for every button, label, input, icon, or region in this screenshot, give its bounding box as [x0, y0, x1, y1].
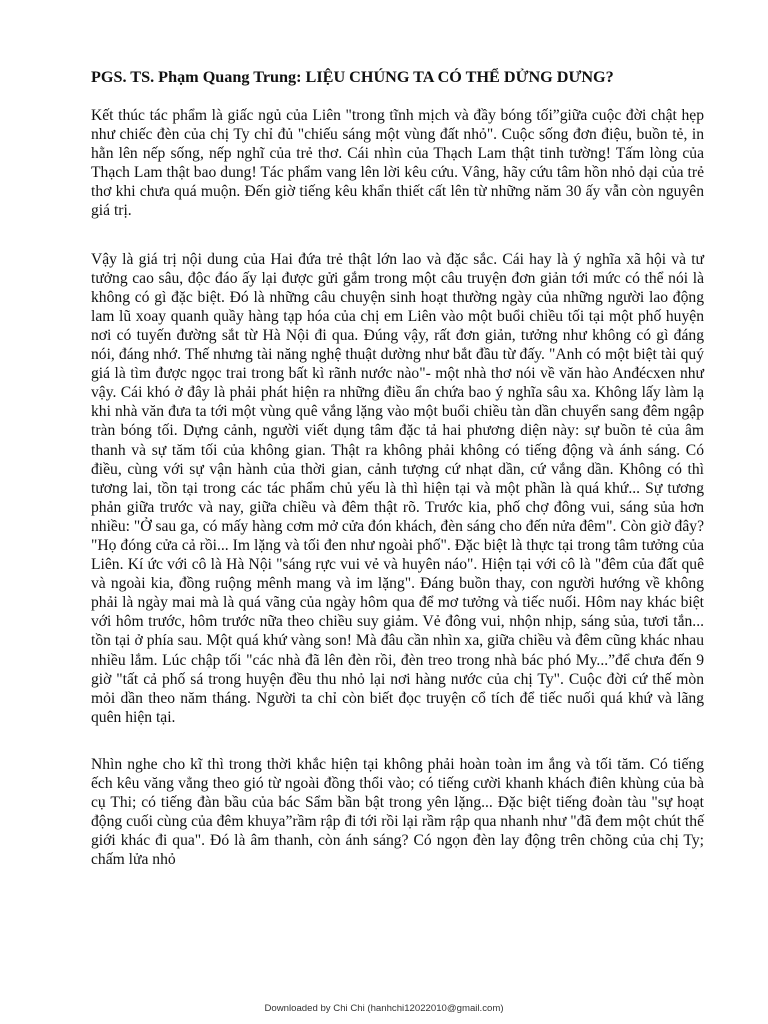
document-title: PGS. TS. Phạm Quang Trung: LIỆU CHÚNG TA CÓ THỂ DỬNG DƯNG?	[91, 68, 614, 86]
paragraph-2: Vậy là giá trị nội dung của Hai đứa trẻ thật lớn lao và đặc sắc. Cái hay là ý nghĩa xã hội và tư tưởng cao sâu, độc đáo ấy lại được gửi gắm trong một câu truyện đơn giản tới mức có thể nói là không có gì đặc biệt. Đó là những câu chuyện sinh hoạt thường ngày của những người lao động lam lũ xoay quanh quầy hàng tạp hóa của chị em Liên vào một buổi chiều tối tại một phố huyện nơi có tuyến đường sắt từ Hà Nội đi qua. Đúng vậy, rất đơn giản, tưởng như không có gì đáng nói, đáng nhớ. Thế nhưng tài năng nghệ thuật dường như bắt đầu từ đấy. "Anh có một biệt tài quý giá là tìm được ngọc trai trong bất kì rãnh nước nào"- một nhà thơ nói về văn hào Anđécxen như vậy. Cái khó ở đây là phải phát hiện ra những điều ẩn chứa bao ý nghĩa sâu xa. Không lấy làm lạ khi nhà văn đưa ta tới một vùng quê vắng lặng vào một buổi chiều tàn dần chuyển sang đêm ngập tràn bóng tối. Dựng cảnh, người viết dụng tâm đặc tả hai phương diện này: sự buồn tẻ của âm thanh và sự tăm tối của không gian. Thật ra không phải không có tiếng động và ánh sáng. Có điều, cùng với sự vận hành của thời gian, cảnh tượng cứ nhạt dần, cứ vắng dần. Không có thì tương lai, tồn tại trong các tác phẩm chủ yếu là thì hiện tại và một phần là quá khứ... Sự tương phản giữa trước và nay, giữa chiều và đêm thật rõ. Trước kia, phố chợ đông vui, sáng sủa hơn nhiều: "Ở sau ga, có mấy hàng cơm mở cửa đón khách, đèn sáng cho đến nửa đêm". Còn giờ đây? "Họ đóng cửa cả rồi... Im lặng và tối đen như ngoài phố". Đặc biệt là thực tại trong tâm tưởng của Liên. Kí ức với cô là Hà Nội "sáng rực vui vẻ và huyên náo". Hiện tại với cô là "đêm của đất quê và ngoài kia, đồng ruộng mênh mang và im lặng". Đáng buồn thay, con người hướng về không phải là ngày mai mà là quá vãng của ngày hôm qua để mơ tưởng và tiếc nuối. Hôm nay khác biệt với hôm trước, hôm trước nữa theo chiều suy giảm. Vẻ đông vui, nhộn nhịp, sáng sủa, tươi tắn... tồn tại ở phía sau. Một quá khứ vàng son! Mà đâu cần nhìn xa, giữa chiều và đêm cũng khác nhau nhiều lắm. Lúc chập tối "các nhà đã lên đèn rồi, đèn treo trong nhà bác phó My...”để chưa đến 9 giờ "tất cả phố sá trong huyện đều thu nhỏ lại nơi hàng nước của chị Ty". Cuộc đời cứ thế mòn mỏi dần theo năm tháng. Người ta chỉ còn biết đọc truyện cổ tích để tiếc nuối quá khứ và lãng quên hiện tại.	[91, 250, 704, 726]
document-page	[91, 66, 704, 896]
paragraph-3: Nhìn nghe cho kĩ thì trong thời khắc hiện tại không phải hoàn toàn im ắng và tối tăm. Có tiếng ếch kêu văng vẳng theo gió từ ngoài đồng thổi vào; có tiếng cười khanh khách điên khùng của bà cụ Thi; có tiếng đàn bầu của bác Sẩm bần bật trong yên lặng... Đặc biệt tiếng đoàn tàu "sự hoạt động cuối cùng của đêm khuya”rầm rập đi tới rồi lại rầm rập qua nhanh như "đã đem một chút thế giới khác đi qua". Đó là âm thanh, còn ánh sáng? Có ngọn đèn lay động trên chõng của chị Ty; chấm lửa nhỏ	[91, 755, 704, 869]
download-footer: Downloaded by Chi Chi (hanhchi12022010@gmail.com)	[264, 1003, 504, 1014]
paragraph-1: Kết thúc tác phẩm là giấc ngủ của Liên "trong tĩnh mịch và đầy bóng tối”giữa cuộc đời chật hẹp như chiếc đèn của chị Ty chỉ đủ "chiếu sáng một vùng đất nhỏ". Cuộc sống đơn điệu, buồn tẻ, in hằn lên nếp sống, nếp nghĩ của trẻ thơ. Cái nhìn của Thạch Lam thật tinh tường! Tấm lòng của Thạch Lam thật bao dung! Tác phẩm vang lên lời kêu cứu. Vâng, hãy cứu tâm hồn nhỏ dại của trẻ thơ khi chưa quá muộn. Đến giờ tiếng kêu khẩn thiết cất lên từ những năm 30 ấy vẫn còn nguyên giá trị.	[91, 107, 704, 220]
